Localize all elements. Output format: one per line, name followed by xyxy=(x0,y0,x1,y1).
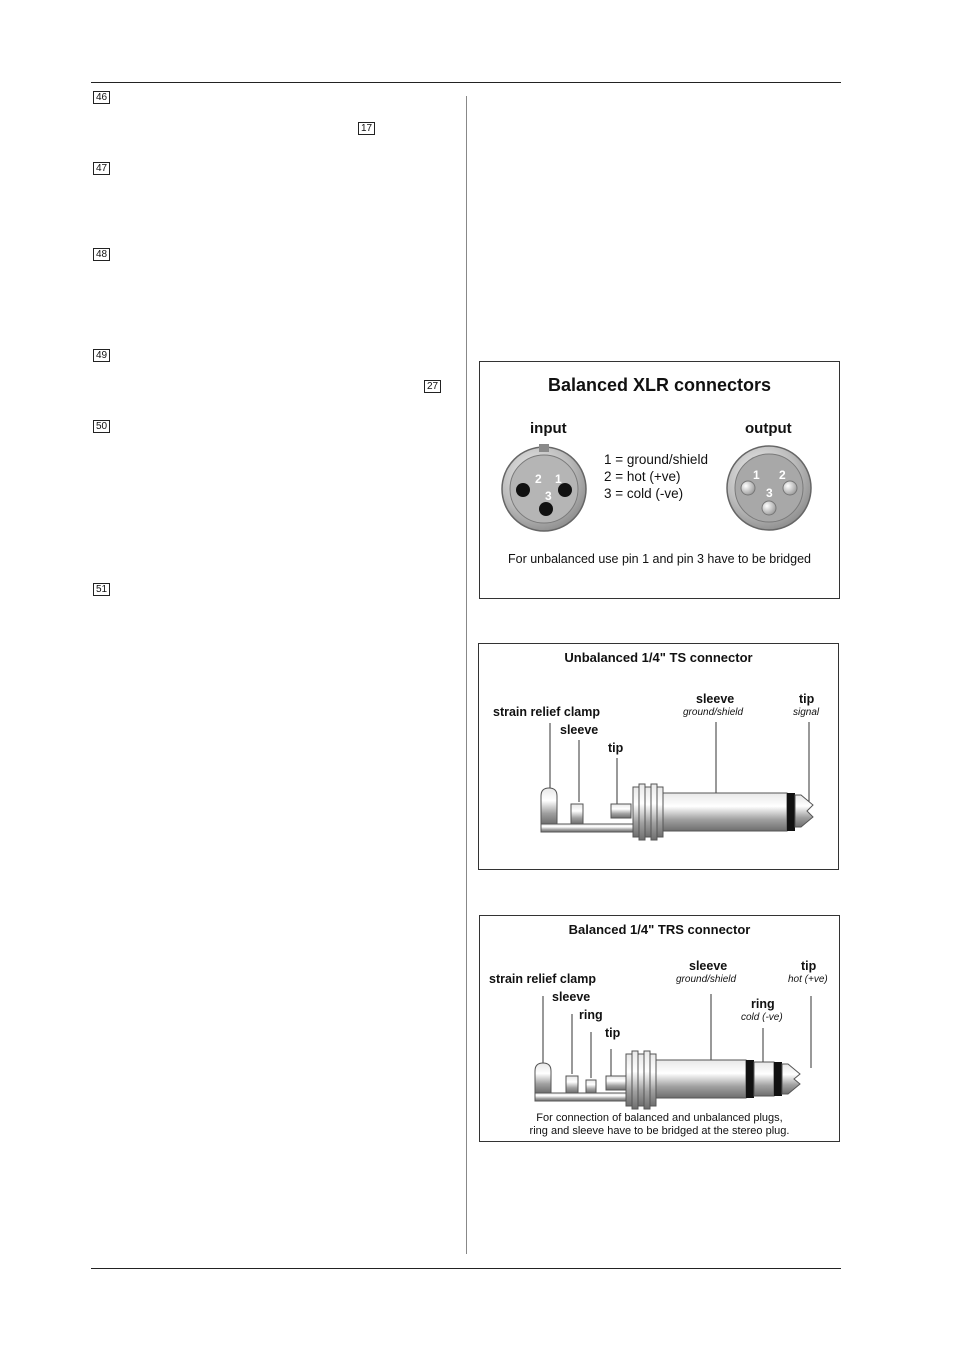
xlr-pin3-desc: 3 = cold (-ve) xyxy=(604,486,684,501)
ts-figure xyxy=(478,643,839,870)
trs-tip-sub: hot (+ve) xyxy=(788,974,828,985)
ref-17: 17 xyxy=(358,122,375,135)
ts-sleeve-sub: ground/shield xyxy=(683,707,744,718)
ref-47: 47 xyxy=(93,162,110,175)
ts-tip-small-label: tip xyxy=(608,741,624,755)
xlr-title: Balanced XLR connectors xyxy=(547,375,772,395)
xlr-input-label: input xyxy=(530,420,567,437)
ts-title: Unbalanced 1/4" TS connector xyxy=(564,650,753,665)
xlr-output-pin-3: 3 xyxy=(766,486,773,500)
ts-strain-label: strain relief clamp xyxy=(493,705,600,719)
ts-tip-label: tip xyxy=(799,692,815,706)
trs-ring-sub: cold (-ve) xyxy=(741,1012,783,1023)
xlr-output-label: output xyxy=(745,420,792,437)
ts-tip-sub: signal xyxy=(793,707,820,718)
xlr-output-pin-2: 2 xyxy=(779,468,786,482)
xlr-input-pin-1: 1 xyxy=(555,472,562,486)
ts-sleeve-small-label: sleeve xyxy=(560,723,599,737)
ts-sleeve-label: sleeve xyxy=(696,692,735,706)
trs-sleeve-sub: ground/shield xyxy=(676,974,737,985)
xlr-pin2-desc: 2 = hot (+ve) xyxy=(604,469,681,484)
xlr-input-pin-3: 3 xyxy=(545,489,552,503)
top-rule xyxy=(91,82,841,83)
ref-51: 51 xyxy=(93,583,110,596)
trs-drawing xyxy=(480,916,839,1141)
ref-50: 50 xyxy=(93,420,110,433)
ref-46: 46 xyxy=(93,91,110,104)
trs-ring-label: ring xyxy=(751,997,775,1011)
column-divider xyxy=(466,96,467,1254)
trs-sleeve-label: sleeve xyxy=(689,959,728,973)
trs-title: Balanced 1/4" TRS connector xyxy=(568,922,751,937)
trs-sleeve-small-label: sleeve xyxy=(552,990,591,1004)
trs-note-line2: ring and sleeve have to be bridged at the stereo plug. xyxy=(529,1125,790,1137)
xlr-input-jack xyxy=(502,444,586,531)
xlr-note: For unbalanced use pin 1 and pin 3 have to be bridged xyxy=(507,552,811,566)
trs-tip-label: tip xyxy=(801,959,817,973)
trs-note-line1: For connection of balanced and unbalanced plugs, xyxy=(536,1112,783,1124)
xlr-output-pin-1: 1 xyxy=(753,468,760,482)
xlr-pin1-desc: 1 = ground/shield xyxy=(604,452,708,467)
xlr-input-pin-2: 2 xyxy=(535,472,542,486)
bottom-rule xyxy=(91,1268,841,1269)
xlr-figure xyxy=(479,361,840,599)
trs-strain-label: strain relief clamp xyxy=(489,972,596,986)
trs-tip-small-label: tip xyxy=(605,1026,621,1040)
ref-48: 48 xyxy=(93,248,110,261)
ref-49: 49 xyxy=(93,349,110,362)
ref-27: 27 xyxy=(424,380,441,393)
trs-figure xyxy=(479,915,840,1142)
ts-drawing xyxy=(479,644,838,869)
trs-ring-small-label: ring xyxy=(579,1008,603,1022)
